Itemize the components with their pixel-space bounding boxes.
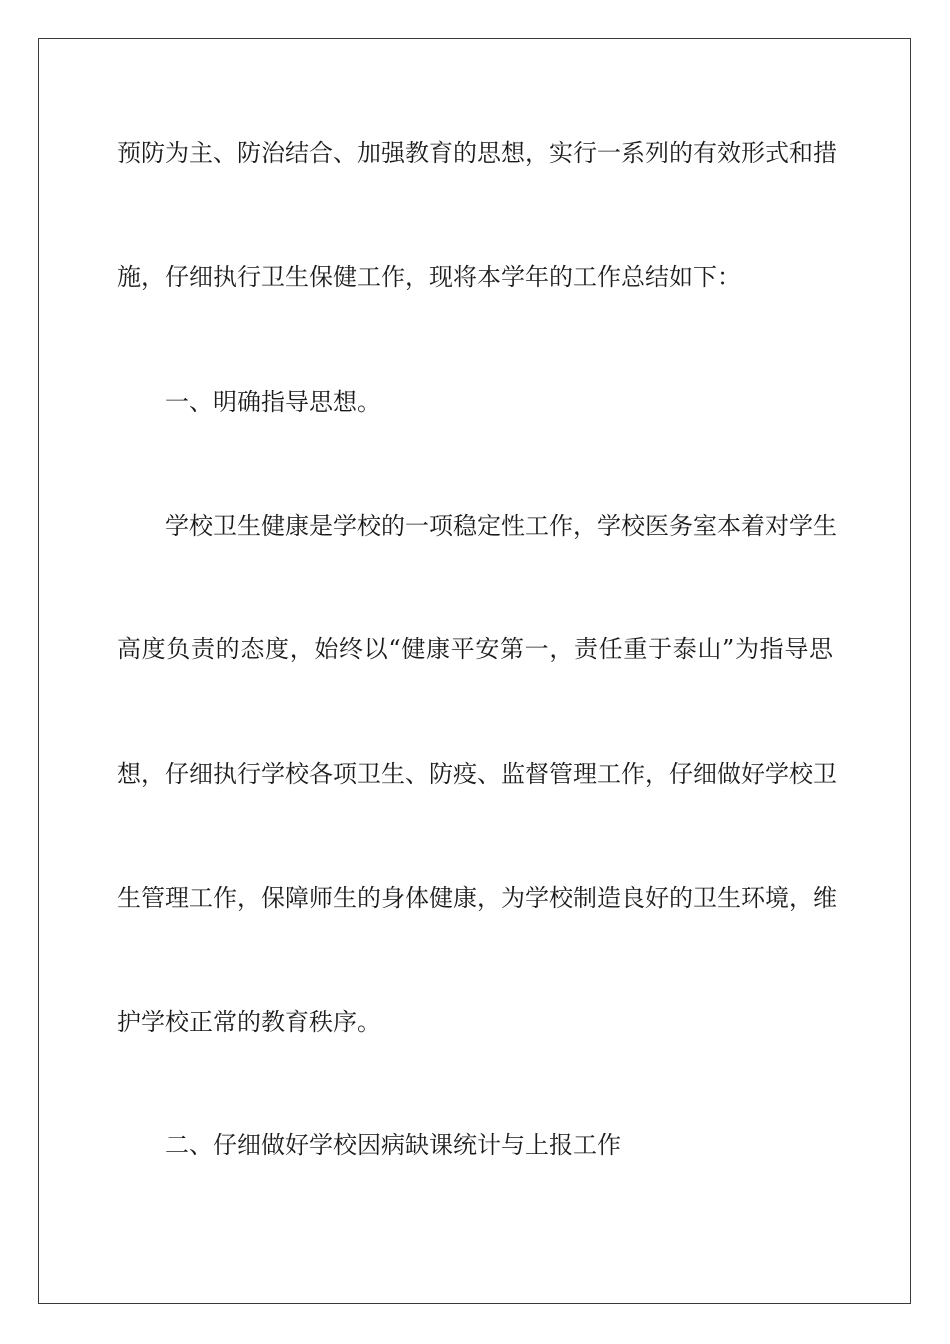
page-frame [38, 38, 911, 1304]
section-heading-2: 二、仔细做好学校因病缺课统计与上报工作 [165, 1131, 621, 1159]
text-line-1: 预防为主、防治结合、加强教育的思想，实行一系列的有效形式和措 [117, 139, 837, 167]
text-line-2: 施，仔细执行卫生保健工作，现将本学年的工作总结如下： [117, 263, 741, 291]
text-line-8: 护学校正常的教育秩序。 [117, 1008, 381, 1036]
text-line-7: 生管理工作，保障师生的身体健康，为学校制造良好的卫生环境，维 [117, 884, 837, 912]
text-line-5: 高度负责的态度，始终以“健康平安第一，责任重于泰山”为指导思 [117, 635, 833, 663]
text-line-4: 学校卫生健康是学校的一项稳定性工作，学校医务室本着对学生 [165, 512, 837, 540]
section-heading-1: 一、明确指导思想。 [165, 388, 381, 416]
text-line-6: 想，仔细执行学校各项卫生、防疫、监督管理工作，仔细做好学校卫 [117, 760, 837, 788]
